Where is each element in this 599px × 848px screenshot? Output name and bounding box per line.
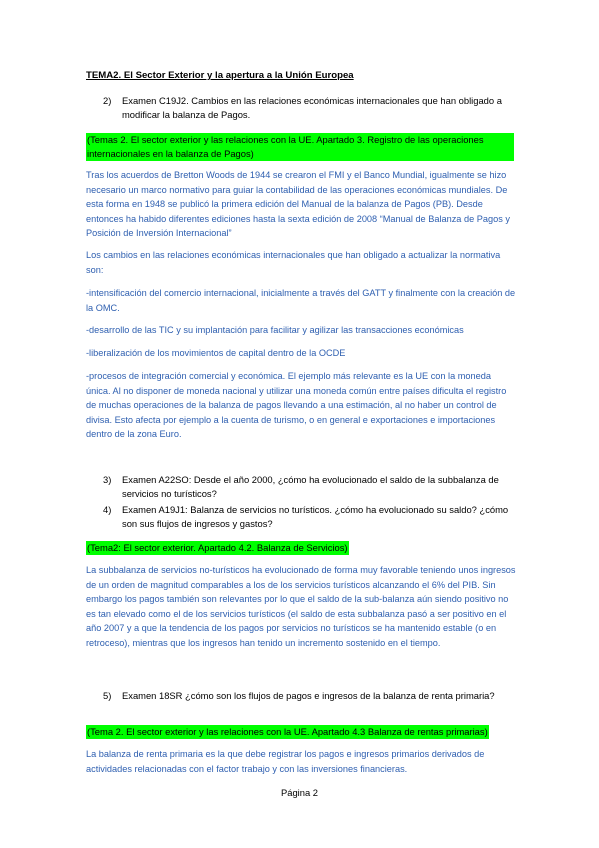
question-3 bbox=[103, 473, 512, 500]
question-text: Examen A19J1: Balanza de servicios no turísticos. ¿cómo ha evolucionado su saldo? ¿cómo son sus flujos de ingresos y gastos? bbox=[122, 504, 509, 529]
answer-paragraph-7: La subbalanza de servicios no-turísticos ha evolucionado de forma muy favorable teniendo unos ingresos de un orden de magnitud comparables a los de los servicios turísticos alcanzando el 6% del PIB. Sin embargo los pagos también son relevantes por lo que el saldo de la sub-balanza aún siendo positivo no es tan elevado como el de los servicios turísticos (el saldo de esta subbalanza pasó a ser positivo en el año 2007 y a que la tendencia de los pagos por servicios no turísticos se ha mantenido estable (o en retroceso), mientras que los ingresos han tenido un incremento sostenido en el tiempo. bbox=[86, 565, 516, 648]
question-text: Examen C19J2. Cambios en las relaciones económicas internacionales que han obligado a modificar la balanza de Pagos. bbox=[122, 95, 502, 120]
question-number: 2) bbox=[103, 95, 112, 106]
question-5 bbox=[103, 689, 502, 703]
answer-paragraph-8: La balanza de renta primaria es la que debe registrar los pagos e ingresos primarios derivados de actividades relacionadas con el factor trabajo y con las inversiones financieras. bbox=[86, 749, 485, 774]
answer-paragraph-3: -intensificación del comercio internacional, inicialmente a través del GATT y finalmente con la creación de la OMC. bbox=[86, 288, 516, 313]
question-2 bbox=[103, 94, 502, 121]
reference-highlight-3: (Tema 2. El sector exterior y las relaciones con la UE. Apartado 4.3 Balanza de rentas primarias) bbox=[87, 726, 488, 737]
section-title: TEMA2. El Sector Exterior y la apertura a la Unión Europea bbox=[86, 70, 354, 81]
answer-paragraph-4: -desarrollo de las TIC y su implantación para facilitar y agilizar las transacciones económicas bbox=[86, 325, 464, 335]
question-number: 4) bbox=[103, 504, 112, 515]
question-4 bbox=[103, 503, 512, 530]
answer-paragraph-5: -liberalización de los movimientos de capital dentro de la OCDE bbox=[86, 348, 346, 358]
question-number: 3) bbox=[103, 474, 112, 485]
reference-highlight-1: (Temas 2. El sector exterior y las relaciones con la UE. Apartado 3. Registro de las operaciones internacionales en la balanza de Pagos) bbox=[86, 133, 514, 161]
answer-paragraph-6: -procesos de integración comercial y económica. El ejemplo más relevante es la UE con la moneda única. Al no disponer de moneda nacional y utilizar una moneda común entre países dificulta el registro de muchas operaciones de la balanza de pagos llevando a una estimación, al no haber un control de divisa. Esto afecta por ejemplo a la cuenta de turismo, o en general e exportaciones e importaciones dentro de la zona Euro. bbox=[86, 371, 507, 440]
question-number: 5) bbox=[103, 690, 112, 701]
reference-highlight-2: (Tema2: El sector exterior. Apartado 4.2. Balanza de Servicios) bbox=[87, 542, 348, 553]
answer-paragraph-2: Los cambios en las relaciones económicas internacionales que han obligado a actualizar la normativa son: bbox=[86, 250, 501, 275]
question-text: Examen A22SO: Desde el año 2000, ¿cómo ha evolucionado el saldo de la subbalanza de servicios no turísticos? bbox=[122, 474, 499, 499]
page-number: Página 2 bbox=[280, 787, 318, 798]
question-text: Examen 18SR ¿cómo son los flujos de pagos e ingresos de la balanza de renta primaria? bbox=[122, 690, 495, 701]
answer-paragraph-1: Tras los acuerdos de Bretton Woods de 1944 se crearon el FMI y el Banco Mundial, igualmente se hizo necesario un marco normativo para guiar la contabilidad de las operaciones económicas mundiales. De esta forma en 1948 se publicó la primera edición del Manual de la balanza de Pagos (PB). Desde entonces ha habido diferentes ediciones hasta la sexta edición de 2008 “Manual de Balanza de Pagos y Posición de Inversión Internacional” bbox=[86, 170, 510, 239]
